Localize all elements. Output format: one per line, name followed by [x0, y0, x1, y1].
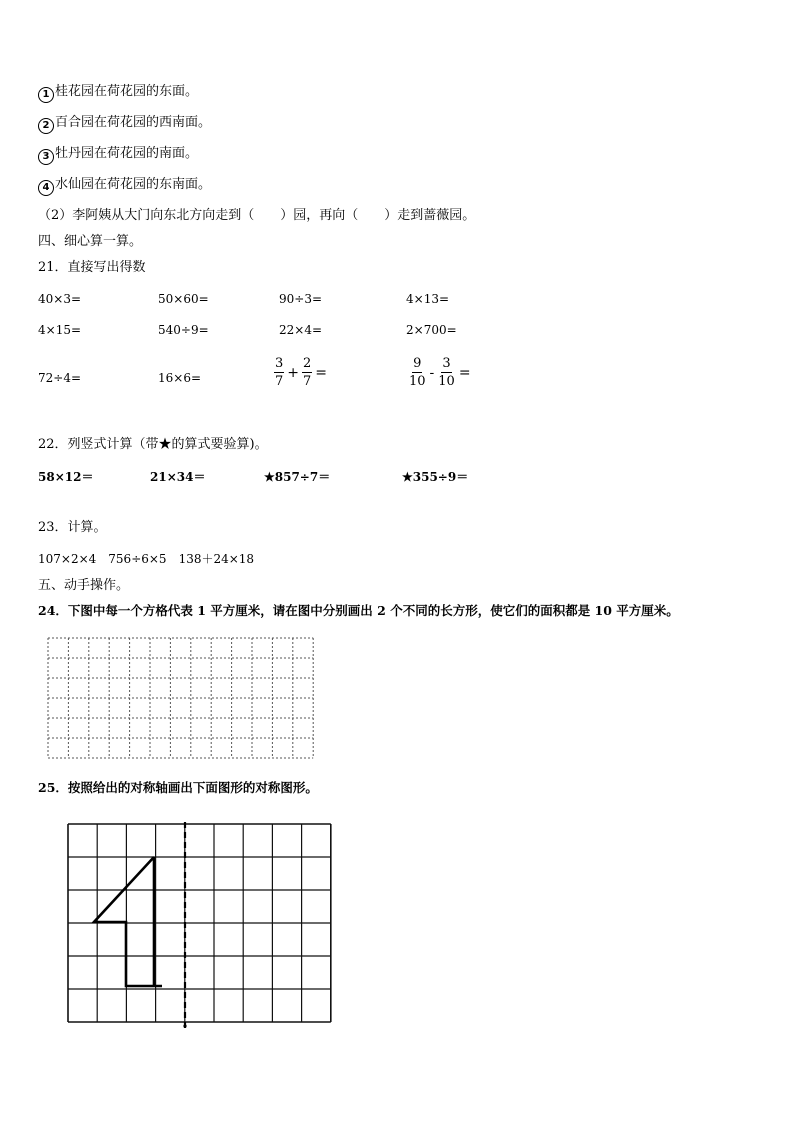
q21-item: 16×6= — [158, 371, 202, 385]
question-21-title: 21．直接写出得数 — [38, 260, 146, 275]
symmetry-grid — [66, 820, 338, 1032]
option-text: 水仙园在荷花园的东南面。 — [55, 177, 212, 192]
option-text: 桂花园在荷花园的东面。 — [55, 84, 199, 99]
q21-item: 4×13= — [406, 292, 450, 306]
question-24-title: 24．下图中每一个方格代表 1 平方厘米，请在图中分别画出 2 个不同的长方形，使它们的面积都是 10 平方厘米。 — [38, 603, 679, 618]
q21-item: 40×3= — [38, 292, 82, 306]
direction-option — [38, 177, 211, 196]
fraction-expression-1: $\frac{3}{7}$ + $\frac{2}{7}$ = — [275, 356, 328, 389]
question-22-title: 22．列竖式计算（带★的算式要验算)。 — [38, 437, 268, 452]
circled-number: 1 — [38, 87, 54, 103]
fraction-expression-2: $\frac{9}{10}$ - $\frac{3}{10}$ = — [409, 356, 471, 389]
question-23-title: 23．计算。 — [38, 520, 107, 535]
direction-option — [38, 84, 198, 103]
dotted-square-grid — [46, 636, 316, 762]
section-5-heading: 五、动手操作。 — [38, 578, 130, 593]
figure-four-shape — [94, 857, 162, 986]
q21-item: 72÷4= — [38, 371, 82, 385]
fraction: $\frac{3}{7}$ — [275, 356, 284, 389]
fraction: $\frac{3}{10}$ — [438, 356, 455, 389]
q21-item: 4×15= — [38, 323, 82, 337]
question-2-text: （2）李阿姨从大门向东北方向走到（ ）园，再向（ ）走到蔷薇园。 — [38, 208, 476, 223]
direction-option — [38, 115, 211, 134]
q22-item: 58×12＝ — [38, 470, 94, 484]
axis-end-dot — [183, 1024, 186, 1027]
q22-item: ★857÷7＝ — [264, 470, 331, 484]
q21-item: 50×60= — [158, 292, 209, 306]
circled-number: 4 — [38, 180, 54, 196]
question-25-title: 25．按照给出的对称轴画出下面图形的对称图形。 — [38, 780, 318, 795]
option-text: 百合园在荷花园的西南面。 — [55, 115, 212, 130]
q21-item: 540÷9= — [158, 323, 209, 337]
fraction: $\frac{9}{10}$ — [409, 356, 426, 389]
section-4-heading: 四、细心算一算。 — [38, 234, 143, 249]
direction-option — [38, 146, 198, 165]
circled-number: 3 — [38, 149, 54, 165]
q22-item: ★355÷9＝ — [402, 470, 469, 484]
q21-item: 2×700= — [406, 323, 457, 337]
q22-item: 21×34＝ — [150, 470, 206, 484]
q21-item: 22×4= — [279, 323, 323, 337]
q21-item: 90÷3= — [279, 292, 323, 306]
circled-number: 2 — [38, 118, 54, 134]
option-text: 牡丹园在荷花园的南面。 — [55, 146, 199, 161]
fraction: $\frac{2}{7}$ — [303, 356, 312, 389]
question-23-expressions: 107×2×4 756÷6×5 138＋24×18 — [38, 552, 255, 566]
